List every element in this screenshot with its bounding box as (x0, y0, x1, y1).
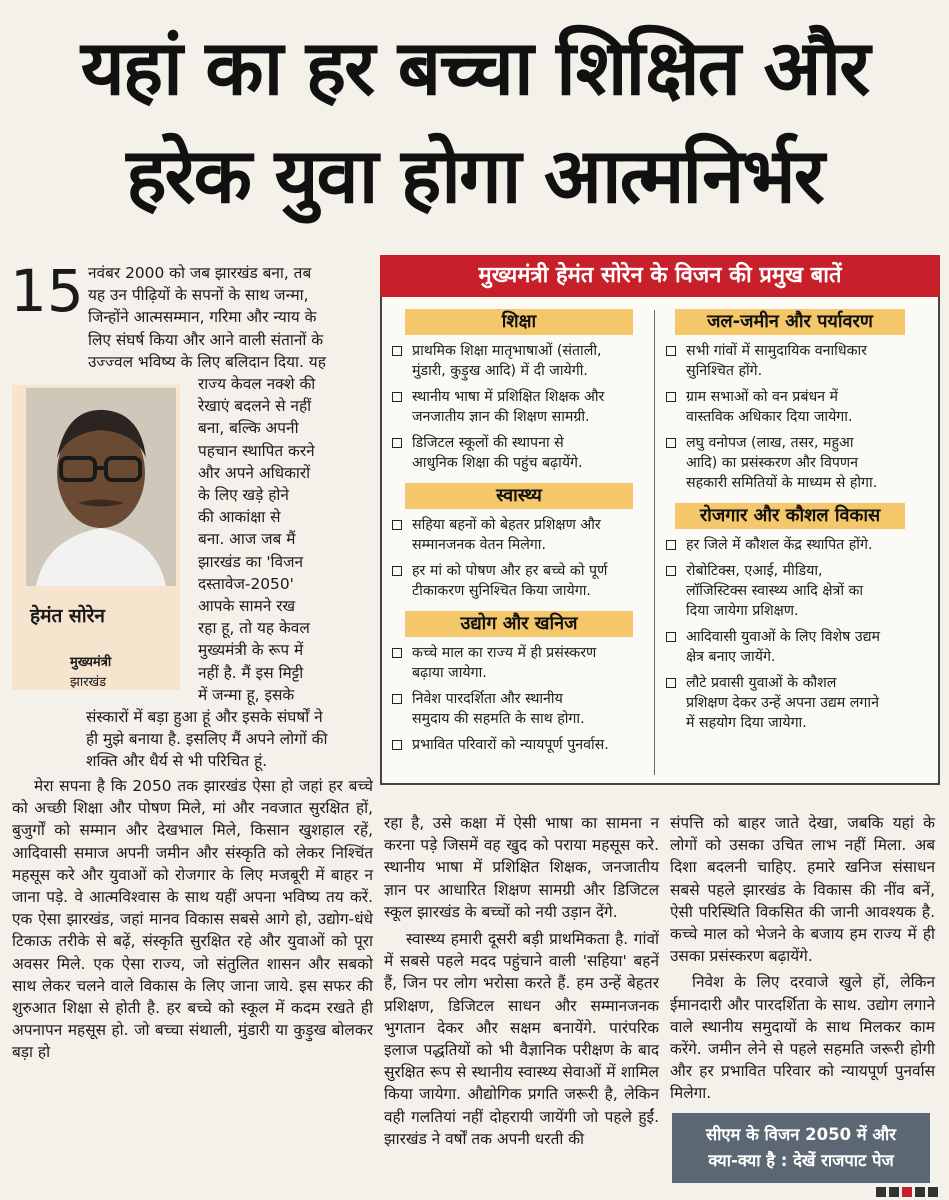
bullet-item (392, 561, 607, 601)
bullet-text (686, 433, 877, 493)
text-line: रेखाएं बदलने से नहीं (198, 397, 312, 416)
article-col1-para2 (12, 775, 373, 1064)
text-line: दस्तावेज-2050' (198, 574, 294, 593)
checkbox-icon (666, 632, 676, 642)
bullet-line: समुदाय की सहमति के साथ होगा. (412, 711, 585, 727)
article-col3 (670, 812, 935, 1105)
text-line: में जन्मा हू, इसके (198, 685, 295, 704)
author-state: झारखंड (70, 675, 107, 690)
section-heading: उद्योग और खनिज (405, 611, 633, 637)
text-line: राज्य केवल नक्शे की (198, 375, 316, 393)
checkbox-icon (666, 438, 676, 448)
article-col1-after (86, 706, 373, 773)
paragraph: संपत्ति को बाहर जाते देखा, जबकि यहां के लोगों को उसका उचित लाभ नहीं मिला. अब दिशा बदलनी चाहिए. हमारे खनिज संसाधन सबसे पहले झारखंड के विकास की नींव बनें, ऐसी परिस्थिति विकसित की जानी आवश्यक है. कच्चे माल को भेजने के बजाय हम राज्य में ही उसका प्रसंस्करण बढ़ायेंगे. (670, 814, 935, 966)
bullet-item (666, 535, 872, 555)
bullet-item (392, 515, 601, 555)
text-line: की आकांक्षा से (198, 508, 281, 527)
bullet-line: प्रशिक्षण देकर उन्हें अपना उद्यम लगाने (686, 695, 879, 711)
section-heading: जल-जमीन और पर्यावरण (675, 309, 905, 335)
bullet-text (412, 561, 607, 601)
bullet-text (412, 433, 583, 473)
text-line: उज्ज्वल भविष्य के लिए बलिदान दिया. यह (88, 352, 326, 371)
text-line: संस्कारों में बड़ा हुआ हूं और इसके संघर्षों ने (86, 708, 323, 726)
bullet-item (666, 673, 879, 733)
author-name: हेमंत सोरेन (30, 605, 105, 627)
text-line: के लिए खड़े होने (198, 486, 289, 505)
checkbox-icon (666, 346, 676, 356)
checkbox-icon (666, 566, 676, 576)
author-designation: मुख्यमंत्री (70, 655, 112, 670)
bullet-text (412, 515, 601, 555)
bullet-text (412, 735, 609, 755)
article-col1-wrap (198, 373, 373, 706)
checkbox-icon (392, 740, 402, 750)
text-line: मुख्यमंत्री के रूप में (198, 641, 304, 660)
bullet-line: सभी गांवों में सामुदायिक वनाधिकार (686, 343, 867, 359)
checkbox-icon (392, 392, 402, 402)
bullet-item (392, 433, 583, 473)
bullet-line: वास्तविक अधिकार दिया जायेगा. (686, 409, 853, 425)
bullet-line: जनजातीय ज्ञान की शिक्षण सामग्री. (412, 409, 590, 425)
bullet-item (666, 341, 867, 381)
bullet-line: दिया जायेगा प्रशिक्षण. (686, 603, 799, 619)
bullet-text (686, 627, 880, 667)
bullet-line: लौटे प्रवासी युवाओं के कौशल (686, 675, 837, 691)
bullet-line: स्थानीय भाषा में प्रशिक्षित शिक्षक और (412, 389, 605, 405)
text-line: जिन्होंने आत्मसम्मान, गरिमा और न्याय के (88, 308, 317, 327)
bullet-item (392, 643, 596, 683)
checkbox-icon (392, 648, 402, 658)
text-line: नवंबर 2000 को जब झारखंड बना, तब (88, 264, 312, 282)
text-line: यह उन पीढ़ियों के सपनों के साथ जन्मा, (88, 286, 309, 305)
article-col1-lead (88, 262, 373, 373)
checkbox-icon (666, 540, 676, 550)
text-line: लिए संघर्ष किया और आने वाली संतानों के (88, 330, 324, 349)
bullet-item (666, 433, 877, 493)
text-line: नहीं है. मैं इस मिट्टी (198, 663, 304, 682)
bullet-item (666, 387, 852, 427)
bullet-text (412, 689, 585, 729)
bullet-item (392, 387, 604, 427)
bullet-line: आदिवासी युवाओं के लिए विशेष उद्यम (686, 629, 881, 645)
bullet-item (666, 627, 880, 667)
checkbox-icon (392, 438, 402, 448)
vision-box-divider (654, 310, 655, 775)
bullet-text (412, 643, 596, 683)
bullet-item (666, 561, 863, 621)
cta-line-2: क्या-क्या है : देखें राजपाट पेज (708, 1151, 894, 1170)
dropcap: 15 (10, 257, 84, 325)
bullet-text (686, 341, 867, 381)
vision-box-title: मुख्यमंत्री हेमंत सोरेन के विजन की प्रमुख बातें (380, 255, 940, 297)
author-photo (26, 388, 176, 586)
bullet-line: निवेश पारदर्शिता और स्थानीय (412, 691, 563, 707)
checkbox-icon (666, 678, 676, 688)
text-line: झारखंड का 'विजन (198, 552, 304, 571)
text-line: और अपने अधिकारों (198, 463, 311, 482)
bullet-line: डिजिटल स्कूलों की स्थापना से (412, 435, 564, 451)
cta-line-1: सीएम के विजन 2050 में और (705, 1125, 897, 1144)
bullet-line: मुंडारी, कुड़ुख आदि) में दी जायेगी. (412, 363, 588, 379)
text-line: ही मुझे बनाया है. इसलिए मैं अपने लोगों की (86, 730, 328, 749)
bullet-line: बढ़ाया जायेगा. (412, 665, 487, 681)
bullet-line: टीकाकरण सुनिश्चित किया जायेगा. (412, 583, 591, 599)
bullet-line: क्षेत्र बनाए जायेंगे. (686, 649, 776, 665)
cta-box[interactable] (672, 1113, 930, 1183)
headline-line-1: यहां का हर बच्चा शिक्षित और (80, 23, 869, 112)
section-heading: शिक्षा (405, 309, 633, 335)
checkbox-icon (392, 520, 402, 530)
publisher-logo-icon (876, 1186, 938, 1198)
headline-line-2: हरेक युवा होगा आत्मनिर्भर (126, 131, 823, 220)
text-line: आपके सामने रख (198, 597, 296, 616)
text-line: बना, बल्कि अपनी (198, 419, 299, 438)
portrait-image (26, 388, 176, 586)
bullet-line: लॉजिस्टिक्स स्वास्थ्य आदि क्षेत्रों का (686, 583, 864, 599)
bullet-line: ग्राम सभाओं को वन प्रबंधन में (686, 389, 839, 405)
paragraph: निवेश के लिए दरवाजे खुले हों, लेकिन ईमानदारी और पारदर्शिता के साथ. उद्योग लगाने वाले स्थानीय समुदायों के साथ मिलकर काम करेंगे. जमीन लेने से पहले सहमति जरूरी होगी और हर प्रभावित परिवार को न्यायपूर्ण पुनर्वास मिलेगा. (670, 973, 935, 1103)
bullet-line: हर जिले में कौशल केंद्र स्थापित होंगे. (686, 537, 873, 553)
paragraph: रहा है, उसे कक्षा में ऐसी भाषा का सामना न करना पड़े जिसमें वह खुद को पराया महसूस करे. स्थानीय भाषा में प्रशिक्षित शिक्षक, जनजातीय ज्ञान पर आधारित शिक्षण सामग्री और डिजिटल स्कूल झारखंड के बच्चों को नयी उड़ान देंगे. (384, 814, 659, 921)
bullet-line: सम्मानजनक वेतन मिलेगा. (412, 537, 546, 553)
text-line: बना. आज जब मैं (198, 530, 296, 549)
paragraph: मेरा सपना है कि 2050 तक झारखंड ऐसा हो जहां हर बच्चे को अच्छी शिक्षा और पोषण मिले, मां और नवजात सुरक्षित हों, बुजुर्गों को सम्मान और देखभाल मिले, किसान खुशहाल रहें, आदिवासी समाज अपनी जमीन और संस्कृति को लेकर निश्चिंत महसूस करे और युवाओं को रोजगार के लिए मजबूरी में बाहर न जाना पड़े. वे आत्मविश्वास के साथ यहीं अपना भविष्य तय करें. एक ऐसा झारखंड, जहां मानव विकास सबसे आगे हो, उद्योग-धंधे टिकाऊ तरीके से बढ़ें, संस्कृति सुरक्षित रहे और युवाओं को पूरा अवसर मिले. एक ऐसा राज्य, जो संतुलित शासन और सबको साथ लेकर चलने वाले विकास के लिए जाना जाये. इस सफर की शुरुआत शिक्षा से होती है. हर बच्चे को स्कूल में कदम रखते ही अपनापन महसूस हो. जो बच्चा संथाली, मुंडारी या कुड़ुख बोलकर बड़ा हो (12, 777, 373, 1062)
bullet-line: कच्चे माल का राज्य में ही प्रसंस्करण (412, 645, 597, 661)
bullet-line: लघु वनोपज (लाख, तसर, महुआ (686, 435, 854, 451)
bullet-text (686, 387, 852, 427)
bullet-line: प्राथमिक शिक्षा मातृभाषाओं (संताली, (412, 343, 602, 359)
text-line: रहा हू, तो यह केवल (198, 619, 310, 638)
bullet-line: में सहयोग दिया जायेगा. (686, 715, 807, 731)
bullet-item (392, 735, 609, 755)
bullet-line: सहिया बहनों को बेहतर प्रशिक्षण और (412, 517, 601, 533)
section-heading: रोजगार और कौशल विकास (675, 503, 905, 529)
bullet-line: सुनिश्चित होंगे. (686, 363, 763, 379)
checkbox-icon (392, 566, 402, 576)
article-col2 (384, 812, 659, 1150)
bullet-line: आधुनिक शिक्षा की पहुंच बढ़ायेंगे. (412, 455, 583, 471)
headline (12, 14, 937, 230)
bullet-text (686, 535, 872, 555)
bullet-line: आदि) का प्रसंस्करण और विपणन (686, 455, 859, 471)
bullet-line: हर मां को पोषण और हर बच्चे को पूर्ण (412, 563, 608, 579)
bullet-text (686, 673, 879, 733)
bullet-text (686, 561, 863, 621)
checkbox-icon (392, 346, 402, 356)
section-heading: स्वास्थ्य (405, 483, 633, 509)
checkbox-icon (666, 392, 676, 402)
bullet-line: प्रभावित परिवारों को न्यायपूर्ण पुनर्वास. (412, 737, 609, 753)
paragraph: स्वास्थ्य हमारी दूसरी बड़ी प्राथमिकता है. गांवों में सबसे पहले मदद पहुंचाने वाली 'सहिया' बहनें हैं, जिन पर लोग भरोसा करते हैं. हम उन्हें बेहतर प्रशिक्षण, डिजिटल साधन और सम्मानजनक भुगतान देकर और सक्षम बनायेंगे. पारंपरिक इलाज पद्धतियों को भी वैज्ञानिक परीक्षण के बाद सुरक्षित रूप से स्थानीय स्वास्थ्य सेवाओं में शामिल किया जायेगा. औद्योगिक प्रगति जरूरी है, लेकिन वही गलतियां नहीं दोहरायी जायेंगी जो पहले हुईं. झारखंड ने वर्षों तक अपनी धरती की (384, 930, 659, 1148)
text-line: शक्ति और धैर्य से भी परिचित हूं. (86, 752, 268, 771)
bullet-text (412, 341, 602, 381)
bullet-item (392, 689, 585, 729)
bullet-line: सहकारी समितियों के माध्यम से होगा. (686, 475, 878, 491)
text-line: पहचान स्थापित करने (198, 441, 315, 460)
bullet-text (412, 387, 604, 427)
checkbox-icon (392, 694, 402, 704)
bullet-item (392, 341, 602, 381)
bullet-line: रोबोटिक्स, एआई, मीडिया, (686, 563, 823, 579)
